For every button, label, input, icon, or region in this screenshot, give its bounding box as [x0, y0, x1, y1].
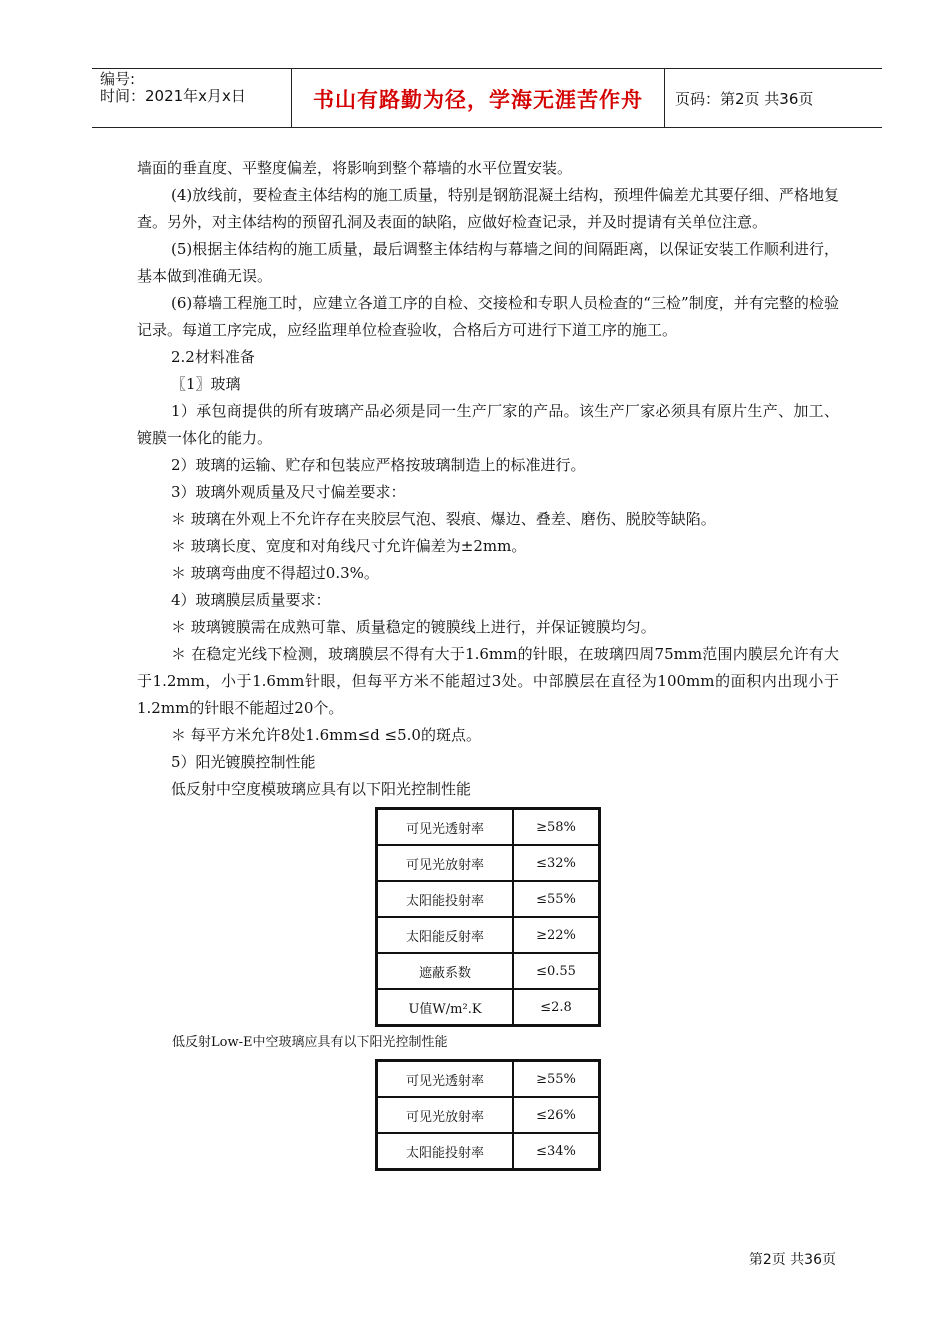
table-row [377, 1097, 599, 1133]
table-row [377, 953, 599, 989]
table-row [377, 881, 599, 917]
page-footer: 第2页 共36页 [748, 1252, 836, 1268]
code-label: 编号: [100, 70, 136, 88]
table-cell-key: 遮蔽系数 [377, 953, 513, 989]
table-cell-key: 可见光放射率 [377, 845, 513, 881]
table-cell-key: 可见光透射率 [377, 1061, 513, 1097]
table-row [377, 845, 599, 881]
page-header [92, 68, 882, 128]
table-cell-key: 太阳能反射率 [377, 917, 513, 953]
paragraph: 5）阳光镀膜控制性能 [171, 753, 316, 771]
table-row [377, 809, 599, 845]
table-row [377, 917, 599, 953]
bullet-item: ＊ 玻璃镀膜需在成熟可靠、质量稳定的镀膜线上进行，并保证镀膜均匀。 [171, 618, 656, 636]
table-cell-value: ≥22% [513, 917, 599, 953]
table-caption-low-e: 低反射Low-E中空玻璃应具有以下阳光控制性能 [172, 1035, 448, 1050]
paragraph: 4）玻璃膜层质量要求： [171, 591, 331, 609]
table-cell-key: 太阳能投射率 [377, 1133, 513, 1169]
bullet-item: ＊ 在稳定光线下检测，玻璃膜层不得有大于1.6mm的针眼，在玻璃四周75mm范围内膜层允许有大于1.2mm，小于1.6mm针眼，但每平方米不能超过3处。中部膜层在直径为100mm的面积内出现小于1.2mm的针眼不能超过20个。 [137, 645, 839, 717]
spec-table-low-e [375, 1059, 601, 1171]
spec-table-low-reflection [375, 807, 601, 1027]
header-meta [92, 69, 292, 128]
table-cell-key: 可见光放射率 [377, 1097, 513, 1133]
bullet-item: ＊ 每平方米允许8处1.6mm≤d ≤5.0的斑点。 [171, 726, 481, 744]
table-row [377, 1061, 599, 1097]
table-cell-value: ≥58% [513, 809, 599, 845]
table-cell-value: ≤32% [513, 845, 599, 881]
table-cell-key: 太阳能投射率 [377, 881, 513, 917]
table-caption: 低反射中空度模玻璃应具有以下阳光控制性能 [171, 780, 472, 798]
table-cell-value: ≤34% [513, 1133, 599, 1169]
table-cell-value: ≤0.55 [513, 953, 599, 989]
header-motto: 书山有路勤为径，学海无涯苦作舟 [292, 69, 665, 128]
paragraph: 2）玻璃的运输、贮存和包装应严格按玻璃制造上的标准进行。 [171, 456, 586, 474]
table-row [377, 1133, 599, 1169]
bullet-item: ＊ 玻璃在外观上不允许存在夹胶层气泡、裂痕、爆边、叠差、磨伤、脱胶等缺陷。 [171, 510, 716, 528]
table-row [377, 989, 599, 1025]
table-cell-value: ≤26% [513, 1097, 599, 1133]
paragraph: 3）玻璃外观质量及尺寸偏差要求： [171, 483, 406, 501]
subsection-heading: 〖1〗玻璃 [171, 375, 241, 393]
paragraph: (4)放线前，要检查主体结构的施工质量，特别是钢筋混凝土结构，预埋件偏差尤其要仔细、严格地复查。另外，对主体结构的预留孔洞及表面的缺陷，应做好检查记录，并及时提请有关单位注意。 [137, 186, 839, 231]
paragraph: 墙面的垂直度、平整度偏差，将影响到整个幕墙的水平位置安装。 [137, 159, 573, 177]
bullet-item: ＊ 玻璃弯曲度不得超过0.3%。 [171, 564, 379, 582]
bullet-item: ＊ 玻璃长度、宽度和对角线尺寸允许偏差为±2mm。 [171, 537, 527, 555]
table-cell-key: 可见光透射率 [377, 809, 513, 845]
table-cell-value: ≤55% [513, 881, 599, 917]
section-heading: 2.2材料准备 [171, 348, 255, 366]
paragraph: (6)幕墙工程施工时，应建立各道工序的自检、交接检和专职人员检查的“三检”制度，并有完整的检验记录。每道工序完成，应经监理单位检查验收，合格后方可进行下道工序的施工。 [137, 294, 839, 339]
paragraph: (5)根据主体结构的施工质量，最后调整主体结构与幕墙之间的间隔距离，以保证安装工作顺利进行，基本做到准确无误。 [137, 240, 839, 285]
paragraph: 1）承包商提供的所有玻璃产品必须是同一生产厂家的产品。该生产厂家必须具有原片生产、加工、镀膜一体化的能力。 [137, 402, 839, 447]
table-cell-value: ≥55% [513, 1061, 599, 1097]
table-cell-key: U值W/m².K [377, 989, 513, 1025]
header-page-label: 页码：第2页 共36页 [675, 90, 814, 108]
document-body [137, 155, 839, 1171]
table-cell-value: ≤2.8 [513, 989, 599, 1025]
time-label: 时间：2021年x月x日 [100, 87, 246, 105]
